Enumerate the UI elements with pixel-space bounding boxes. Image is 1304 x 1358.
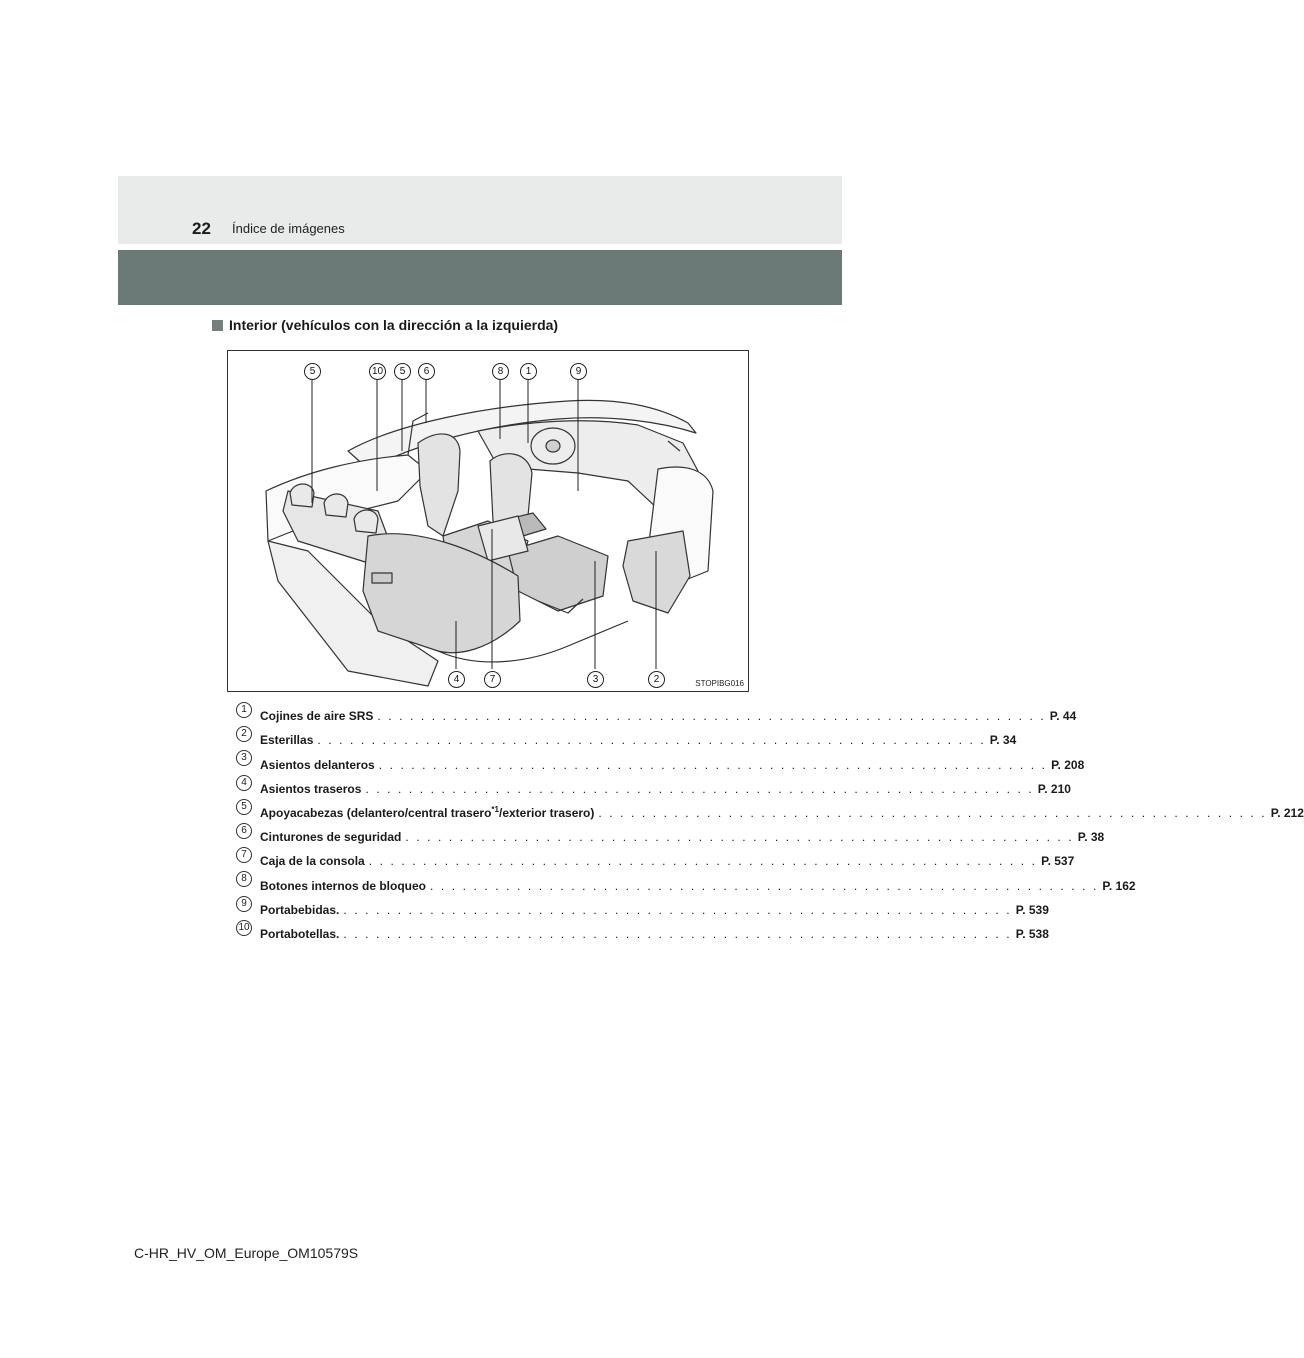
- item-number-circle: 5: [236, 799, 252, 815]
- item-label: [260, 781, 361, 796]
- component-list: [236, 702, 1304, 944]
- item-page-ref[interactable]: P. 210: [1037, 781, 1071, 796]
- item-page-ref[interactable]: P. 38: [1077, 830, 1105, 845]
- section-name: Índice de imágenes: [232, 221, 345, 236]
- list-item: [236, 799, 1304, 823]
- callout-9: 9: [570, 363, 587, 380]
- list-item: [236, 750, 1085, 774]
- item-label: [260, 732, 313, 747]
- callout-5: 5: [304, 363, 321, 380]
- callout-3: 3: [587, 671, 604, 688]
- item-label: [260, 805, 594, 820]
- callout-5b: 5: [394, 363, 411, 380]
- dot-leader: . . . . . . . . . . . . . . . . . . . . . . . . . . . . . . . . . . . . . . . . . . . . . . . . . . . . . . . . . . . . . .: [598, 805, 1267, 820]
- dot-leader: . . . . . . . . . . . . . . . . . . . . . . . . . . . . . . . . . . . . . . . . . . . . . . . . . . . . . . . . . . . . . .: [368, 854, 1038, 869]
- list-item: [236, 847, 1075, 871]
- item-page-ref[interactable]: P. 539: [1015, 902, 1049, 917]
- list-item: [236, 871, 1136, 895]
- item-label: [260, 853, 365, 868]
- figure-code: STOPIBG016: [695, 679, 744, 688]
- item-number-circle: 7: [236, 847, 252, 863]
- list-item: [236, 823, 1105, 847]
- item-label-suffix: /exterior trasero): [498, 805, 595, 820]
- item-number-circle: 2: [236, 726, 252, 742]
- item-row: [260, 781, 1071, 796]
- item-label-text: Asientos traseros: [260, 781, 362, 796]
- item-number-circle: 3: [236, 750, 252, 766]
- header-band: [118, 176, 842, 244]
- item-label-text: Caja de la consola: [260, 854, 365, 869]
- callout-10: 10: [369, 363, 386, 380]
- item-row: [260, 926, 1049, 941]
- item-label-text: Cinturones de seguridad: [260, 830, 402, 845]
- item-label: [260, 757, 375, 772]
- item-label-text: Esterillas: [260, 733, 314, 748]
- item-row: [260, 902, 1049, 917]
- item-row: [260, 757, 1085, 772]
- item-page-ref[interactable]: P. 212: [1270, 805, 1304, 820]
- callout-2: 2: [648, 671, 665, 688]
- item-label-text: Cojines de aire SRS: [260, 709, 374, 724]
- item-label-text: Portabebidas.: [260, 902, 340, 917]
- item-label-text: Botones internos de bloqueo: [260, 878, 427, 893]
- dot-leader: . . . . . . . . . . . . . . . . . . . . . . . . . . . . . . . . . . . . . . . . . . . . . . . . . . . . . . . . . . . . . .: [377, 709, 1046, 724]
- dot-leader: . . . . . . . . . . . . . . . . . . . . . . . . . . . . . . . . . . . . . . . . . . . . . . . . . . . . . . . . . . . . . .: [378, 757, 1048, 772]
- section-heading-text: Interior (vehículos con la dirección a la izquierda): [229, 317, 559, 333]
- dot-leader: . . . . . . . . . . . . . . . . . . . . . . . . . . . . . . . . . . . . . . . . . . . . . . . . . . . . . . . . . . . . . .: [343, 926, 1012, 941]
- item-row: [260, 829, 1105, 845]
- callout-7: 7: [484, 671, 501, 688]
- list-item: [236, 726, 1017, 750]
- item-label: [260, 902, 339, 917]
- callout-8: 8: [492, 363, 509, 380]
- item-row: [260, 804, 1304, 820]
- item-label-text: Asientos delanteros: [260, 757, 375, 772]
- item-number-circle: 4: [236, 775, 252, 791]
- footer-model-code: C-HR_HV_OM_Europe_OM10579S: [134, 1245, 359, 1261]
- item-footnote-mark: *1: [491, 804, 499, 814]
- item-row: [260, 853, 1075, 869]
- item-page-ref[interactable]: P. 34: [989, 733, 1017, 748]
- section-heading: [212, 317, 558, 333]
- list-item: [236, 920, 1049, 944]
- callout-4: 4: [448, 671, 465, 688]
- item-row: [260, 878, 1136, 893]
- callout-6: 6: [418, 363, 435, 380]
- item-number-circle: 9: [236, 896, 252, 912]
- item-page-ref[interactable]: P. 44: [1049, 709, 1077, 724]
- page-number: 22: [192, 219, 211, 238]
- item-label-text: Portabotellas.: [260, 926, 340, 941]
- item-row: [260, 708, 1077, 724]
- dot-leader: . . . . . . . . . . . . . . . . . . . . . . . . . . . . . . . . . . . . . . . . . . . . . . . . . . . . . . . . . . . . . .: [317, 733, 986, 748]
- item-label: [260, 708, 373, 723]
- item-page-ref[interactable]: P. 538: [1015, 926, 1049, 941]
- car-interior-drawing: [228, 351, 748, 691]
- list-item: [236, 702, 1077, 726]
- item-number-circle: 10: [236, 920, 252, 936]
- dot-leader: . . . . . . . . . . . . . . . . . . . . . . . . . . . . . . . . . . . . . . . . . . . . . . . . . . . . . . . . . . . . . .: [405, 830, 1074, 845]
- header-dark-band: [118, 250, 842, 305]
- heading-square-icon: [212, 320, 223, 331]
- list-item: [236, 775, 1071, 799]
- item-label-text: Apoyacabezas (delantero/central trasero: [260, 805, 492, 820]
- list-item: [236, 896, 1049, 920]
- callout-1: 1: [520, 363, 537, 380]
- dot-leader: . . . . . . . . . . . . . . . . . . . . . . . . . . . . . . . . . . . . . . . . . . . . . . . . . . . . . . . . . . . . . .: [430, 878, 1099, 893]
- item-label: [260, 829, 401, 844]
- interior-illustration: [227, 350, 749, 692]
- item-page-ref[interactable]: P. 208: [1051, 757, 1085, 772]
- item-label: [260, 926, 339, 941]
- dot-leader: . . . . . . . . . . . . . . . . . . . . . . . . . . . . . . . . . . . . . . . . . . . . . . . . . . . . . . . . . . . . . .: [365, 781, 1034, 796]
- dot-leader: . . . . . . . . . . . . . . . . . . . . . . . . . . . . . . . . . . . . . . . . . . . . . . . . . . . . . . . . . . . . . .: [343, 902, 1012, 917]
- item-page-ref[interactable]: P. 162: [1102, 878, 1136, 893]
- item-number-circle: 6: [236, 823, 252, 839]
- item-row: [260, 732, 1017, 748]
- item-page-ref[interactable]: P. 537: [1041, 854, 1075, 869]
- item-label: [260, 878, 426, 893]
- item-number-circle: 1: [236, 702, 252, 718]
- item-number-circle: 8: [236, 871, 252, 887]
